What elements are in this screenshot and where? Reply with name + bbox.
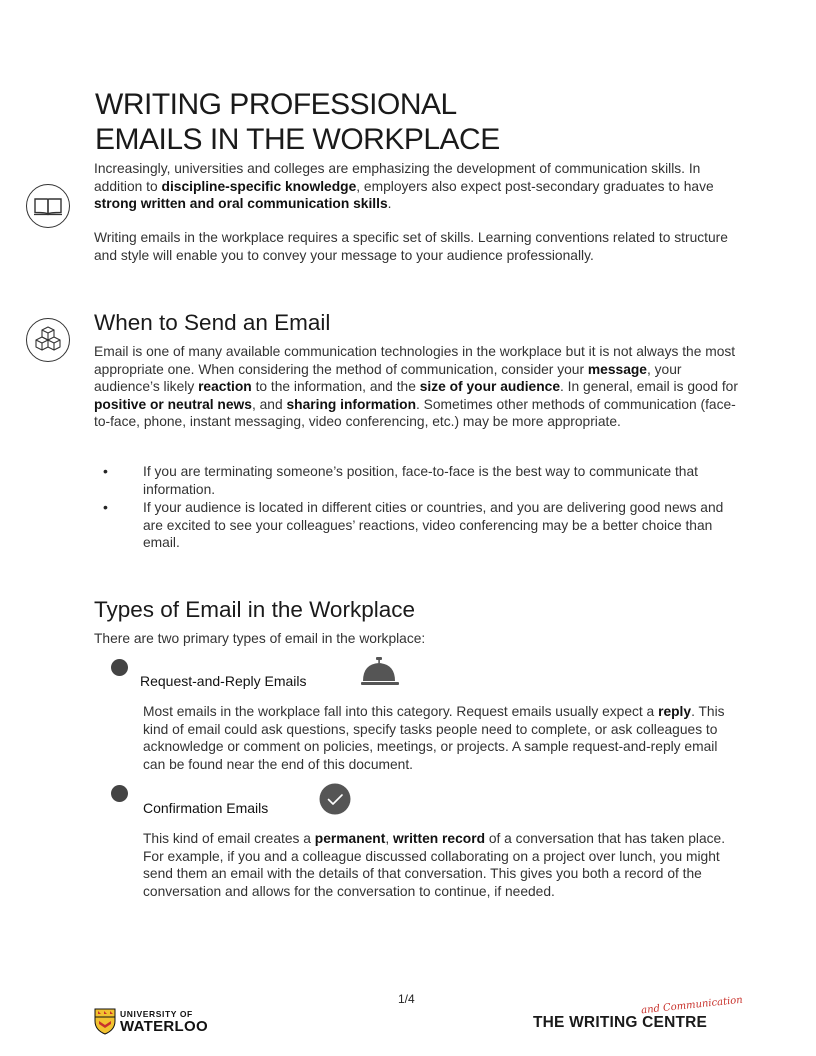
confirmation-emails-heading: Confirmation Emails — [143, 800, 269, 816]
list-item: If you are terminating someone’s position, face-to-face is the best way to communicate that information. — [143, 464, 698, 497]
types-intro: There are two primary types of email in the workplace: — [94, 631, 426, 646]
request-and-reply-heading: Request-and-Reply Emails — [140, 673, 307, 689]
blocks-icon — [26, 318, 70, 362]
page-title-line-1: WRITING PROFESSIONAL — [95, 88, 457, 121]
uw-logo-line-2: WATERLOO — [120, 1018, 208, 1035]
writing-centre-wordmark: THE WRITING CENTRE — [533, 1014, 708, 1031]
request-and-reply-paragraph: Most emails in the workplace fall into this category. Request emails usually expect a reply. This kind of email could ask questions, specify tasks people need to complete, or ask colleagues to acknowledge or comment on policies, meetings, or projects. A sample request-and-reply email can be found near the end of this document. — [143, 704, 725, 772]
page-title-line-2: EMAILS IN THE WORKPLACE — [95, 123, 500, 156]
page-number: 1/4 — [398, 992, 415, 1006]
writing-centre-script: and Communication — [640, 994, 744, 1017]
intro-paragraph-1: Increasingly, universities and colleges are emphasizing the development of communication skills. In addition to discipline-specific knowledge, employers also expect post-secondary graduates to have strong written and oral communication skills. — [94, 161, 714, 211]
section-heading-when-to-send: When to Send an Email — [94, 310, 331, 335]
university-of-waterloo-logo — [94, 1008, 219, 1038]
bullet-dot — [111, 785, 128, 802]
when-to-send-paragraph: Email is one of many available communication technologies in the workplace but it is not always the most appropriate one. When considering the method of communication, consider your message, your audience’s likely reaction to the information, and the size of your audience. In general, email is good for positive or neutral news, and sharing information. Sometimes other methods of communication (face-to-face, phone, instant messaging, video conferencing, etc.) may be more appropriate. — [94, 344, 738, 429]
bullet-dot — [111, 659, 128, 676]
writing-centre-logo — [533, 994, 744, 1036]
section-heading-types-of-email: Types of Email in the Workplace — [94, 597, 415, 622]
confirmation-emails-paragraph: This kind of email creates a permanent, written record of a conversation that has taken place. For example, if you and a colleague discussed collaborating on a project over lunch, you might send them an email with the details of that conversation. This gives you both a record of the conversation and allows for the conversation to continue, if needed. — [143, 831, 726, 899]
uw-logo-line-1: UNIVERSITY OF — [120, 1009, 193, 1019]
checkmark-icon — [319, 783, 351, 815]
bullet-marker: • — [103, 463, 108, 479]
service-bell-icon — [358, 655, 404, 689]
book-icon — [26, 184, 70, 228]
intro-paragraph-2: Writing emails in the workplace requires a specific set of skills. Learning conventions related to structure and style will enable you to convey your message to your audience professionally. — [94, 230, 728, 263]
waterloo-crest-icon — [94, 1008, 116, 1035]
bullet-marker: • — [103, 499, 108, 515]
list-item: If your audience is located in different cities or countries, and you are delivering good news and are excited to see your colleagues’ reactions, video conferencing may be a better choice than email. — [143, 500, 724, 550]
